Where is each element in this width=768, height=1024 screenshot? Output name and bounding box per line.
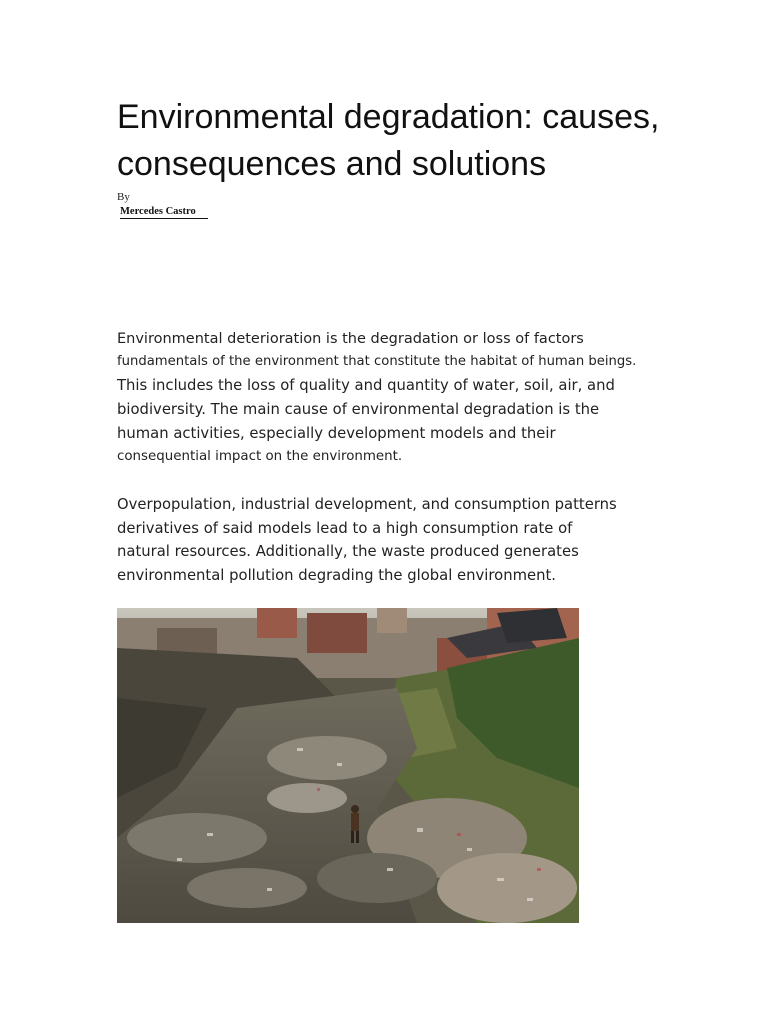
- author-link[interactable]: Mercedes Castro: [120, 206, 208, 219]
- polluted-river-photo: [117, 608, 579, 923]
- paragraph-2: [117, 493, 677, 587]
- text-line: consequential impact on the environment.: [117, 449, 403, 464]
- text-line: fundamentals of the environment that constitute the habitat of human beings.: [117, 354, 637, 369]
- text-line: derivatives of said models lead to a high consumption rate of: [117, 519, 573, 537]
- text-line: natural resources. Additionally, the waste produced generates: [117, 543, 579, 560]
- title-line: consequences and solutions: [117, 145, 547, 183]
- byline-label: By: [117, 191, 130, 203]
- title-line: Environmental degradation: causes,: [117, 98, 660, 136]
- text-line: environmental pollution degrading the global environment.: [117, 566, 556, 584]
- text-line: Environmental deterioration is the degradation or loss of factors: [117, 331, 584, 347]
- document-title: [117, 94, 717, 188]
- text-line: This includes the loss of quality and quantity of water, soil, air, and: [117, 377, 615, 394]
- text-line: biodiversity. The main cause of environmental degradation is the: [117, 401, 600, 418]
- paragraph-1: [117, 328, 677, 468]
- text-line: human activities, especially development models and their: [117, 425, 556, 442]
- text-line: Overpopulation, industrial development, and consumption patterns: [117, 496, 617, 513]
